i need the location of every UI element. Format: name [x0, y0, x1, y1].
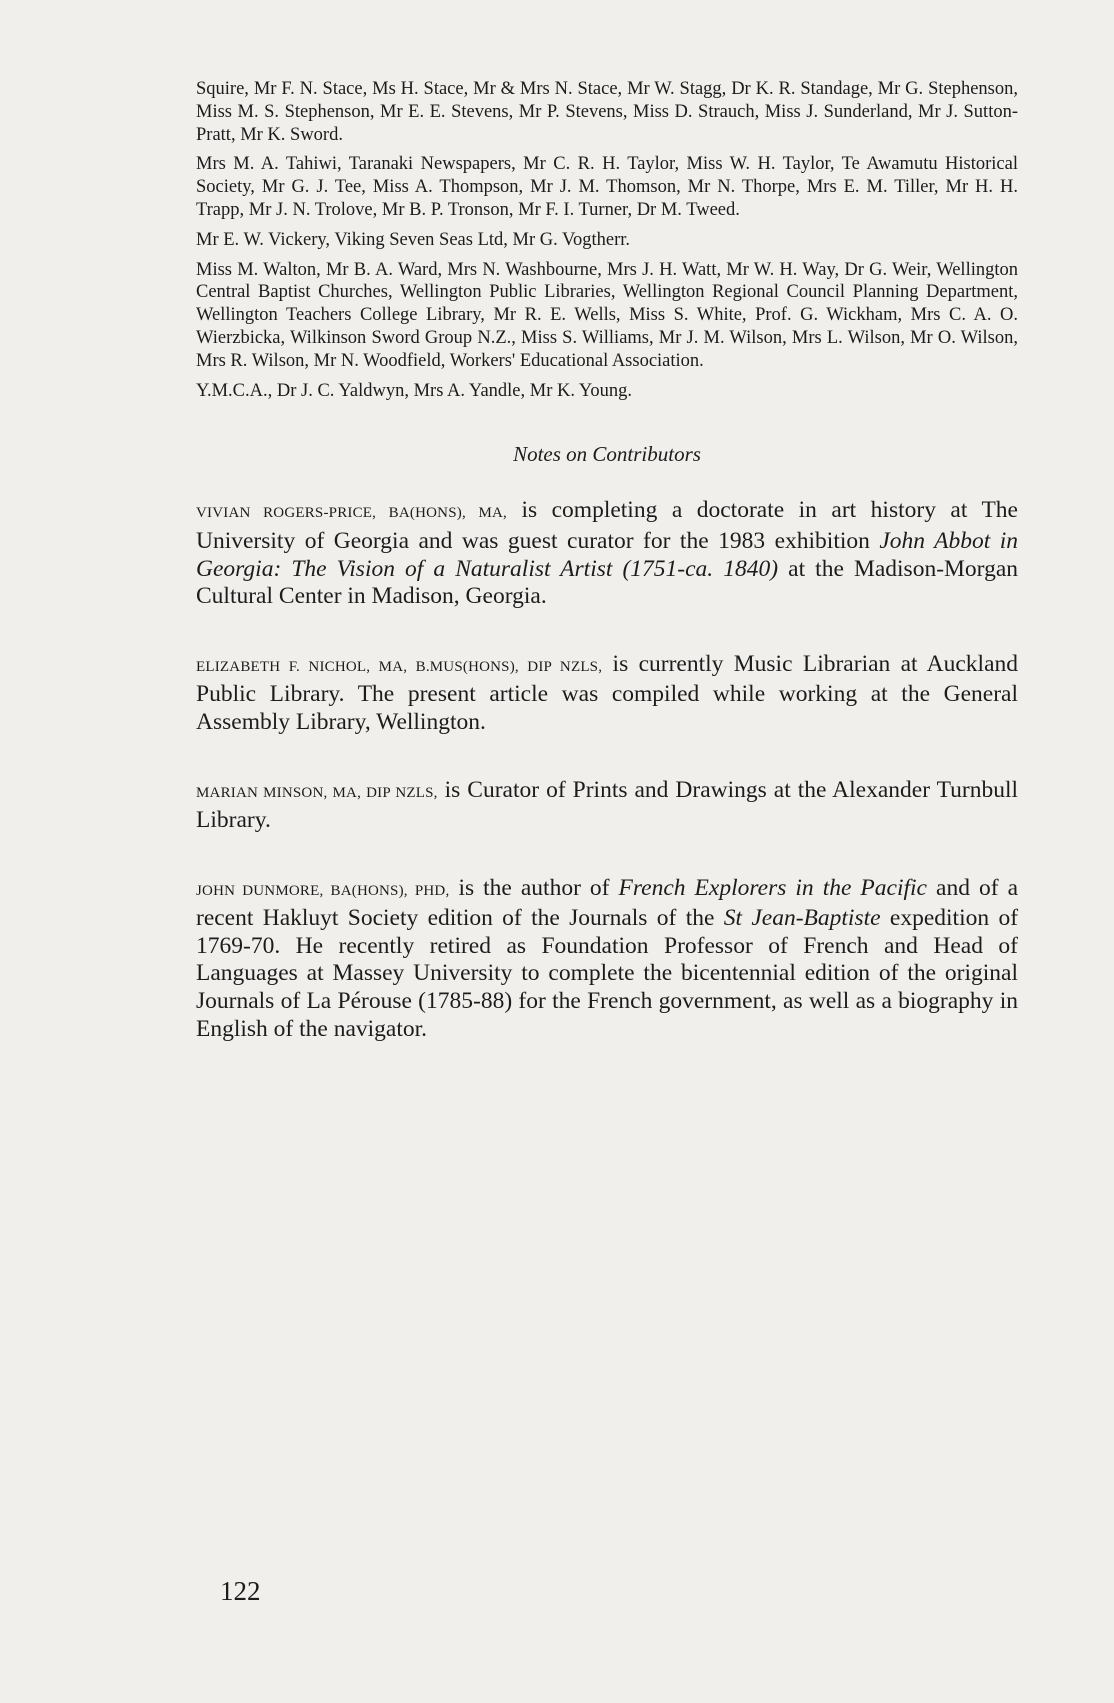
contributor-text: is currently Music Librarian at Auckland Public Library. The present article was compiled while working at the General Assembly Library, Wellington. [196, 650, 1019, 735]
contributor-entry [196, 651, 1018, 737]
contributor-name: JOHN DUNMORE, BA(HONS), PHD, [196, 882, 450, 899]
contributor-entry [196, 875, 1018, 1044]
ack-paragraph-y: Y.M.C.A., Dr J. C. Yaldwyn, Mrs A. Yandle, Mr K. Young. [196, 380, 633, 401]
book-title: French Explorers in the Pacific [618, 874, 927, 901]
ack-paragraph-w: Miss M. Walton, Mr B. A. Ward, Mrs N. Washbourne, Mrs J. H. Watt, Mr W. H. Way, Dr G. Weir, Wellington Central Baptist Churches, Wellington Public Libraries, Wellington Regional Council Planning Department, Wellington Teachers College Library, Mr R. E. Wells, Miss S. White, Prof. G. Wickham, Mrs C. A. O. Wierzbicka, Wilkinson Sword Group N.Z., Miss S. Williams, Mr J. M. Wilson, Mrs L. Wilson, Mr O. Wilson, Mrs R. Wilson, Mr N. Woodfield, Workers' Educational Association. [196, 259, 1018, 371]
contributor-name: ELIZABETH F. NICHOL, MA, B.MUS(HONS), DIP NZLS, [196, 658, 603, 675]
contributor-name: VIVIAN ROGERS-PRICE, BA(HONS), MA, [196, 505, 507, 522]
contributor-text: at the Madison-Morgan Cultural Center in Madison, Georgia. [196, 555, 1019, 610]
contributor-name: MARIAN MINSON, MA, DIP NZLS, [196, 784, 438, 801]
contributor-text: is completing a doctorate in art history at The University of Georgia and was guest curator for the 1983 exhibition [196, 497, 1018, 554]
contributor-text: and of a recent Hakluyt Society edition of the Journals of the [196, 874, 1019, 932]
contributor-text: is the author of [458, 874, 610, 901]
contributor-entry [196, 497, 1018, 610]
ship-name: St Jean-Baptiste [723, 905, 881, 932]
page-number: 122 [220, 1576, 261, 1606]
contributor-text: expedition of 1769-70. He recently retired as Foundation Professor of French and Head of Languages at Massey University to complete the bicentennial edition of the original Journals of La Pérouse (1785-88) for the French government, as well as a biography in English of the navigator. [196, 905, 1019, 1042]
page-body [196, 78, 1018, 1083]
notes-heading: Notes on Contributors [513, 442, 701, 467]
exhibition-title: John Abbot in Georgia: The Vision of a Naturalist Artist (1751-ca. 1840) [196, 527, 1019, 582]
acknowledgements-list [196, 78, 1018, 402]
ack-paragraph-s: Squire, Mr F. N. Stace, Ms H. Stace, Mr & Mrs N. Stace, Mr W. Stagg, Dr K. R. Standage, Mr G. Stephenson, Miss M. S. Stephenson, Mr E. E. Stevens, Mr P. Stevens, Miss D. Strauch, Miss J. Sunderland, Mr J. Sutton-Pratt, Mr K. Sword. [196, 79, 1018, 145]
contributor-entry [196, 777, 1018, 835]
ack-paragraph-t: Mrs M. A. Tahiwi, Taranaki Newspapers, Mr C. R. H. Taylor, Miss W. H. Taylor, Te Awamutu Historical Society, Mr G. J. Tee, Miss A. Thompson, Mr J. M. Thomson, Mr N. Thorpe, Mrs E. M. Tiller, Mr H. H. Trapp, Mr J. N. Trolove, Mr B. P. Tronson, Mr F. I. Turner, Dr M. Tweed. [196, 154, 1018, 220]
contributor-text: is Curator of Prints and Drawings at the Alexander Turnbull Library. [196, 776, 1018, 834]
ack-paragraph-v: Mr E. W. Vickery, Viking Seven Seas Ltd, Mr G. Vogtherr. [196, 229, 631, 250]
